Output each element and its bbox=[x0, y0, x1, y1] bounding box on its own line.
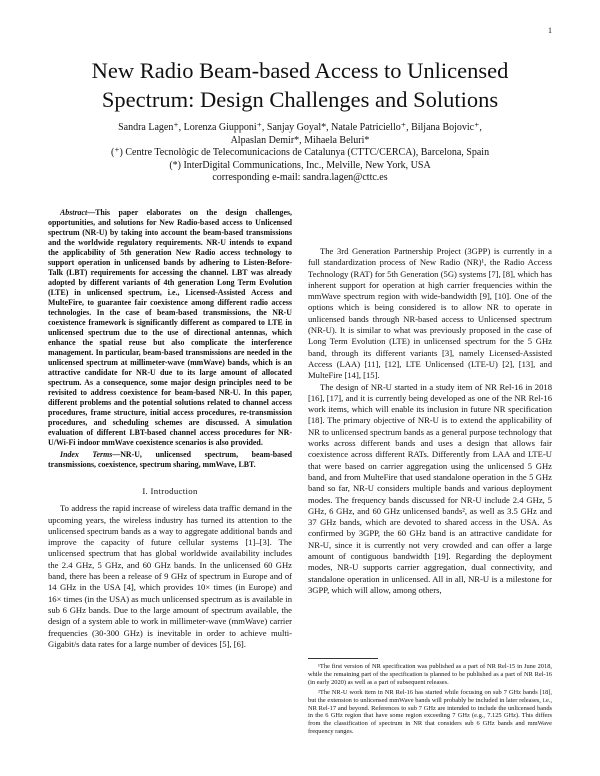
affiliation-1: (⁺) Centre Tecnològic de Telecomunicacions de Catalunya (CTTC/CERCA), Barcelona, Spain bbox=[110, 147, 490, 159]
footnotes bbox=[308, 658, 552, 738]
affiliation-2: (*) InterDigital Communications, Inc., Melville, New York, USA bbox=[169, 159, 431, 171]
section-heading-introduction: I. Introduction bbox=[142, 486, 198, 496]
footnote-1: ¹The first version of NR specification was published as a part of NR Rel-15 in June 2018, while the remaining part of the specification is planned to be published as a part of NR Rel-16 (in early 2020) as well as a part of subsequent releases. bbox=[308, 663, 552, 686]
authors-line-1: Sandra Lagen⁺, Lorenza Giupponi⁺, Sanjay Goyal*, Natale Patriciello⁺, Biljana Bojovic⁺, bbox=[118, 122, 482, 133]
index-terms-text: —NR-U, unlicensed spectrum, beam-based transmissions, coexistence, spectrum sharing, mmWave, LBT. bbox=[48, 450, 292, 469]
left-column bbox=[48, 208, 292, 650]
index-terms-label: Index Terms bbox=[60, 450, 113, 459]
footnote-rule bbox=[308, 658, 378, 659]
title-line-1: New Radio Beam-based Access to Unlicensed bbox=[91, 58, 509, 83]
authors-line-2: Alpaslan Demir*, Mihaela Beluri* bbox=[230, 134, 370, 146]
intro-paragraph: To address the rapid increase of wireless data traffic demand in the upcoming years, the wireless industry has turned its attention to the unlicensed spectrum bands as a way to aggregate additional bands and improve the capacity of future cellular systems [1]–[3]. The unlicensed spectrum that has global worldwide availability includes the 2.4 GHz, 5 GHz, and 60 GHz bands. In the unlicensed 60 GHz band, there has been a release of 9 GHz of spectrum in Europe and of 14 GHz in the USA [4], which provides 10× times (in Europe) and 16× times (in the USA) as much unlicensed spectrum as is available in sub 6 GHz bands. Due to the large amount of spectrum available, the design of a system able to work in millimeter-wave (mmWave) carrier frequencies (30-300 GHz) is inevitable in order to achieve multi-Gigabit/s data rates for a large number of devices [5], [6]. bbox=[48, 503, 292, 649]
title-line-2: Spectrum: Design Challenges and Solutions bbox=[101, 87, 499, 112]
paper-title bbox=[40, 56, 560, 114]
abstract bbox=[48, 208, 292, 448]
corresponding-email: corresponding e-mail: sandra.lagen@cttc.es bbox=[212, 172, 388, 184]
page-number: 1 bbox=[548, 26, 552, 35]
body-paragraph-2: The design of NR-U started in a study item of NR Rel-16 in 2018 [16], [17], and it is currently being developed as one of the NR Rel-16 work items, which will enable its inclusion in future NR specification [18]. The primary objective of NR-U is to extend the applicability of NR to unlicensed spectrum bands as a general purpose technology that works across different bands and uses a design that allows fair coexistence across different RATs. Differently from LAA and LTE-U that were based on carrier aggregation using the unlicensed 5 GHz band, and from MulteFire that used standalone operation in the 5 GHz band so far, NR-U considers multiple bands and various deployment modes. The frequency bands discussed for NR-U include 2.4 GHz, 5 GHz, 6 GHz, and 60 GHz unlicensed bands², as well as 3.5 GHz and 37 GHz bands, which are devoted to shared access in the USA. As confirmed by 3GPP, the 60 GHz band is an attractive candidate for NR-U, since it is currently not very crowded and can offer a large amount of contiguous bandwidth [19]. Regarding the deployment modes, NR-U supports carrier aggregation, dual connectivity, and standalone operation in unlicensed. All in all, NR-U is a milestone for 3GPP, which will allow, among others, bbox=[308, 381, 552, 595]
index-terms bbox=[48, 450, 292, 470]
right-column bbox=[308, 246, 552, 596]
abstract-text: —This paper elaborates on the design challenges, opportunities, and solutions for New Radio-based access to Unlicensed spectrum (NR-U) by taking into account the beam-based transmissions and the worldwide regulatory requirements. NR-U intends to expand the applicability of 5th generation New Radio access technology to support operation in unlicensed bands by adhering to Listen-Before-Talk (LBT) requirements for accessing the channel. LBT was already adopted by different variants of 4th generation Long Term Evolution (LTE) in unlicensed spectrum, i.e., Licensed-Assisted Access and MulteFire, to guarantee fair coexistence among different radio access technologies. In the case of beam-based transmissions, the NR-U coexistence framework is significantly different as compared to LTE in unlicensed spectrum due to the use of directional antennas, which enhance the spatial reuse but also complicate the interference management. In particular, beam-based transmissions are needed in the unlicensed spectrum at millimeter-wave (mmWave) bands, which is an attractive candidate for NR-U due to its large amount of allocated spectrum. As a consequence, some major design principles need to be revisited to address coexistence for beam-based NR-U. In this paper, different problems and the potential solutions related to channel access procedures, frame structure, initial access procedures, re-transmission procedures, and scheduling schemes are discussed. A simulation evaluation of different LBT-based channel access procedures for NR-U/Wi-Fi indoor mmWave coexistence scenarios is also provided. bbox=[48, 208, 292, 447]
author-block bbox=[40, 122, 560, 185]
body-paragraph-1: The 3rd Generation Partnership Project (3GPP) is currently in a full standardization process of New Radio (NR)¹, the Radio Access Technology (RAT) for 5th Generation (5G) systems [7], [8], which has inherent support for operation at high carrier frequencies within the mmWave spectrum region with wide-bandwidth [9], [10]. One of the options which is being considered is to allow NR to operate in unlicensed bands through NR-based access to Unlicensed spectrum (NR-U). It is similar to what was previously proposed in the case of Long Term Evolution (LTE) in unlicensed spectrum for the 5 GHz band, through its different variants [3], namely Licensed-Assisted Access (LAA) [11], [12], LTE Unlicensed (LTE-U) [2], [13], and MulteFire [14], [15]. bbox=[308, 246, 552, 381]
abstract-label: Abstract bbox=[60, 208, 88, 217]
footnote-2: ²The NR-U work item in NR Rel-16 has started while focusing on sub 7 GHz bands [18], but the extension to unlicensed mmWave bands will probably be included in later releases, i.e., NR Rel-17 and beyond. References to sub 7 GHz are intended to include the unlicensed bands in the 6 GHz region that have some region exceeding 7 GHz (e.g., 7.125 GHz). This differs from the classification of spectrum in NR that considers sub 6 GHz bands and mmWave frequency ranges. bbox=[308, 688, 552, 736]
